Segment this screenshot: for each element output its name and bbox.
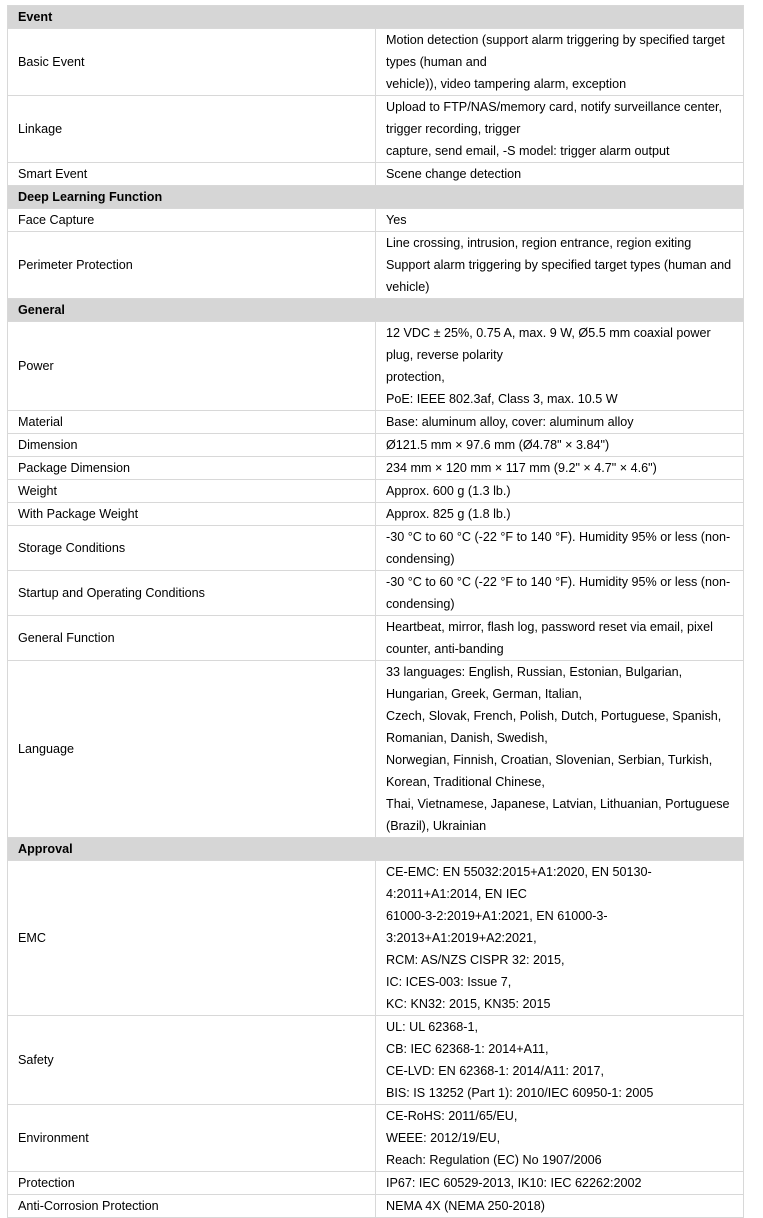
spec-row-material [8, 411, 744, 434]
spec-value-line: Base: aluminum alloy, cover: aluminum alloy [386, 415, 634, 429]
spec-value-line: CE-EMC: EN 55032:2015+A1:2020, EN 50130-4:2011+A1:2014, EN IEC [386, 865, 652, 901]
spec-value-line: Scene change detection [386, 167, 522, 181]
spec-label: Dimension [8, 434, 376, 457]
section-title: General [8, 299, 744, 322]
spec-value-line: 33 languages: English, Russian, Estonian, Bulgarian, Hungarian, Greek, German, Italian, [386, 665, 683, 701]
spec-value-line: IP67: IEC 60529-2013, IK10: IEC 62262:2002 [386, 1176, 642, 1190]
spec-label: Power [8, 322, 376, 411]
spec-value-line: PoE: IEEE 802.3af, Class 3, max. 10.5 W [386, 392, 618, 406]
spec-label: Face Capture [8, 209, 376, 232]
spec-value-line: Upload to FTP/NAS/memory card, notify surveillance center, trigger recording, trigger [386, 100, 722, 136]
spec-label: Startup and Operating Conditions [8, 571, 376, 616]
spec-label: Environment [8, 1105, 376, 1172]
spec-value-line: Line crossing, intrusion, region entrance, region exiting [386, 236, 692, 250]
spec-label: Weight [8, 480, 376, 503]
spec-label: Basic Event [8, 29, 376, 96]
section-title: Event [8, 6, 744, 29]
spec-label: EMC [8, 861, 376, 1016]
spec-row-language [8, 661, 744, 838]
spec-value [376, 1105, 744, 1172]
spec-value [376, 861, 744, 1016]
spec-table-body [8, 6, 744, 1218]
spec-value [376, 526, 744, 571]
spec-value-line: Czech, Slovak, French, Polish, Dutch, Portuguese, Spanish, Romanian, Danish, Swedish, [386, 709, 722, 745]
spec-value-line: IC: ICES-003: Issue 7, [386, 975, 512, 989]
spec-value-line: 12 VDC ± 25%, 0.75 A, max. 9 W, Ø5.5 mm coaxial power plug, reverse polarity [386, 326, 711, 362]
spec-label: Safety [8, 1016, 376, 1105]
spec-row-protection [8, 1172, 744, 1195]
spec-label: With Package Weight [8, 503, 376, 526]
section-title: Deep Learning Function [8, 186, 744, 209]
spec-value-line: Ø121.5 mm × 97.6 mm (Ø4.78" × 3.84") [386, 438, 610, 452]
spec-value-line: capture, send email, -S model: trigger alarm output [386, 144, 670, 158]
spec-value-line: Approx. 825 g (1.8 lb.) [386, 507, 511, 521]
spec-value-line: 234 mm × 120 mm × 117 mm (9.2" × 4.7" × 4.6") [386, 461, 657, 475]
spec-value-line: Reach: Regulation (EC) No 1907/2006 [386, 1153, 602, 1167]
spec-label: General Function [8, 616, 376, 661]
spec-row-smart-event [8, 163, 744, 186]
spec-label: Smart Event [8, 163, 376, 186]
spec-value-line: Norwegian, Finnish, Croatian, Slovenian, Serbian, Turkish, Korean, Traditional Chinese, [386, 753, 713, 789]
spec-value-line: protection, [386, 370, 445, 384]
spec-value [376, 1195, 744, 1218]
spec-row-with-package-weight [8, 503, 744, 526]
section-header-event [8, 6, 744, 29]
spec-label: Package Dimension [8, 457, 376, 480]
section-header-deep-learning-function [8, 186, 744, 209]
spec-row-environment [8, 1105, 744, 1172]
spec-value-line: NEMA 4X (NEMA 250-2018) [386, 1199, 545, 1213]
spec-label: Protection [8, 1172, 376, 1195]
spec-value [376, 1172, 744, 1195]
spec-value [376, 457, 744, 480]
spec-value-line: Heartbeat, mirror, flash log, password reset via email, pixel counter, anti-banding [386, 620, 713, 656]
spec-value-line: WEEE: 2012/19/EU, [386, 1131, 501, 1145]
spec-label: Linkage [8, 96, 376, 163]
spec-value-line: 61000-3-2:2019+A1:2021, EN 61000-3-3:2013+A1:2019+A2:2021, [386, 909, 608, 945]
section-header-general [8, 299, 744, 322]
spec-value [376, 322, 744, 411]
spec-value-line: CE-RoHS: 2011/65/EU, [386, 1109, 518, 1123]
spec-value-line: CE-LVD: EN 62368-1: 2014/A11: 2017, [386, 1064, 604, 1078]
spec-row-basic-event [8, 29, 744, 96]
spec-row-weight [8, 480, 744, 503]
spec-value-line: RCM: AS/NZS CISPR 32: 2015, [386, 953, 565, 967]
spec-value [376, 434, 744, 457]
spec-value [376, 503, 744, 526]
spec-value [376, 661, 744, 838]
spec-value-line: -30 °C to 60 °C (-22 °F to 140 °F). Humidity 95% or less (non-condensing) [386, 575, 731, 611]
spec-value-line: CB: IEC 62368-1: 2014+A11, [386, 1042, 549, 1056]
spec-value-line: Thai, Vietnamese, Japanese, Latvian, Lithuanian, Portuguese (Brazil), Ukrainian [386, 797, 730, 833]
spec-value-line: Motion detection (support alarm triggering by specified target types (human and [386, 33, 725, 69]
spec-label: Storage Conditions [8, 526, 376, 571]
spec-value [376, 209, 744, 232]
spec-value-line: Yes [386, 213, 407, 227]
spec-value-line: -30 °C to 60 °C (-22 °F to 140 °F). Humidity 95% or less (non-condensing) [386, 530, 731, 566]
spec-value-line: vehicle)), video tampering alarm, exception [386, 77, 627, 91]
spec-value [376, 96, 744, 163]
spec-row-emc [8, 861, 744, 1016]
spec-label: Language [8, 661, 376, 838]
spec-row-package-dimension [8, 457, 744, 480]
spec-label: Anti-Corrosion Protection [8, 1195, 376, 1218]
spec-value-line: Support alarm triggering by specified target types (human and vehicle) [386, 258, 732, 294]
spec-row-power [8, 322, 744, 411]
spec-row-safety [8, 1016, 744, 1105]
spec-row-dimension [8, 434, 744, 457]
spec-row-linkage [8, 96, 744, 163]
spec-value [376, 29, 744, 96]
spec-value-line: UL: UL 62368-1, [386, 1020, 478, 1034]
spec-value [376, 571, 744, 616]
spec-row-face-capture [8, 209, 744, 232]
spec-row-storage-conditions [8, 526, 744, 571]
spec-value-line: Approx. 600 g (1.3 lb.) [386, 484, 511, 498]
spec-value [376, 1016, 744, 1105]
spec-table [7, 5, 744, 1218]
spec-value [376, 616, 744, 661]
spec-row-general-function [8, 616, 744, 661]
spec-value [376, 480, 744, 503]
spec-row-startup-and-operating-conditions [8, 571, 744, 616]
spec-value-line: BIS: IS 13252 (Part 1): 2010/IEC 60950-1: 2005 [386, 1086, 654, 1100]
spec-row-perimeter-protection [8, 232, 744, 299]
section-title: Approval [8, 838, 744, 861]
spec-label: Perimeter Protection [8, 232, 376, 299]
spec-value [376, 232, 744, 299]
spec-value-line: KC: KN32: 2015, KN35: 2015 [386, 997, 551, 1011]
spec-row-anti-corrosion-protection [8, 1195, 744, 1218]
spec-label: Material [8, 411, 376, 434]
section-header-approval [8, 838, 744, 861]
spec-value [376, 411, 744, 434]
spec-value [376, 163, 744, 186]
